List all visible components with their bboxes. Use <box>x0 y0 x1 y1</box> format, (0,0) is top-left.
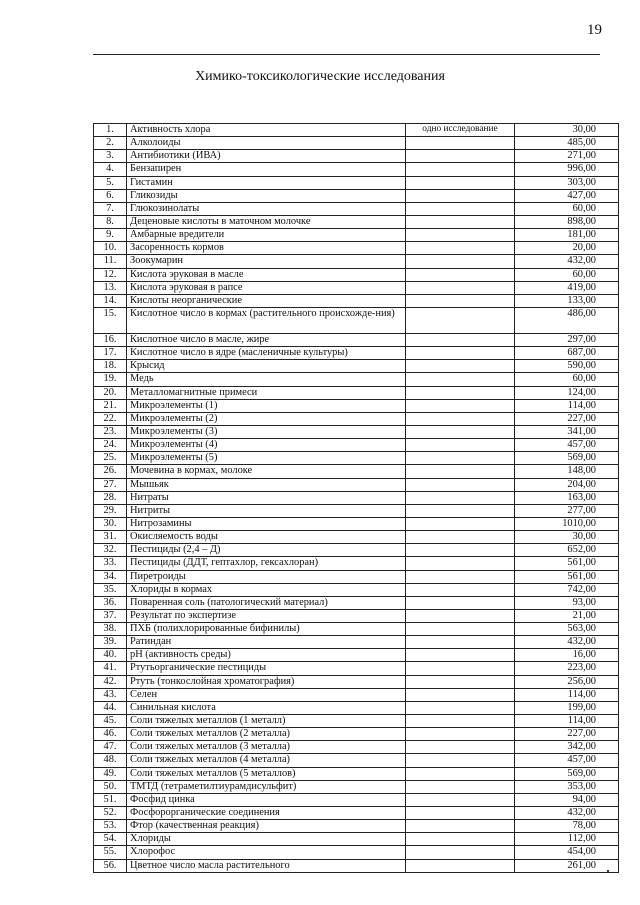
table-row <box>94 412 619 425</box>
price-cell: 20,00 <box>515 242 619 255</box>
test-name: Хлориды <box>127 833 406 846</box>
unit-cell <box>406 189 515 202</box>
row-number: 44. <box>94 701 127 714</box>
table-row <box>94 124 619 137</box>
test-name: Поваренная соль (патологический материал) <box>127 596 406 609</box>
table-row <box>94 439 619 452</box>
table-row <box>94 307 619 333</box>
test-name: Микроэлементы (1) <box>127 399 406 412</box>
table-row <box>94 281 619 294</box>
price-cell: 94,00 <box>515 793 619 806</box>
test-name: Нитрозамины <box>127 517 406 530</box>
table-row <box>94 846 619 859</box>
table-row <box>94 255 619 268</box>
row-number: 30. <box>94 517 127 530</box>
unit-cell <box>406 517 515 530</box>
unit-cell <box>406 531 515 544</box>
unit-cell <box>406 386 515 399</box>
unit-cell <box>406 281 515 294</box>
test-name: Кислота эруковая в масле <box>127 268 406 281</box>
price-cell: 60,00 <box>515 268 619 281</box>
row-number: 16. <box>94 333 127 346</box>
test-name: Гистамин <box>127 176 406 189</box>
row-number: 26. <box>94 465 127 478</box>
unit-cell <box>406 163 515 176</box>
price-cell: 303,00 <box>515 176 619 189</box>
price-cell: 112,00 <box>515 833 619 846</box>
row-number: 56. <box>94 859 127 872</box>
test-name: Цветное число масла растительного <box>127 859 406 872</box>
price-cell: 1010,00 <box>515 517 619 530</box>
test-name: Активность хлора <box>127 124 406 137</box>
price-cell: 898,00 <box>515 215 619 228</box>
table-row <box>94 215 619 228</box>
unit-cell <box>406 780 515 793</box>
row-number: 41. <box>94 662 127 675</box>
table-row <box>94 780 619 793</box>
row-number: 1. <box>94 124 127 137</box>
unit-cell <box>406 360 515 373</box>
test-name: Кислотное число в масле, жире <box>127 333 406 346</box>
price-cell: 457,00 <box>515 754 619 767</box>
table-row <box>94 333 619 346</box>
unit-cell <box>406 229 515 242</box>
table-row <box>94 425 619 438</box>
unit-cell <box>406 754 515 767</box>
test-name: Амбарные вредители <box>127 229 406 242</box>
unit-cell <box>406 570 515 583</box>
price-cell: 30,00 <box>515 531 619 544</box>
table-row <box>94 807 619 820</box>
test-name: Пиретроиды <box>127 570 406 583</box>
price-cell: 277,00 <box>515 504 619 517</box>
price-cell: 199,00 <box>515 701 619 714</box>
test-name: Фтор (качественная реакция) <box>127 820 406 833</box>
unit-cell <box>406 675 515 688</box>
row-number: 11. <box>94 255 127 268</box>
table-row <box>94 570 619 583</box>
unit-cell <box>406 176 515 189</box>
price-cell: 432,00 <box>515 636 619 649</box>
test-name: Синильная кислота <box>127 701 406 714</box>
unit-cell <box>406 202 515 215</box>
table-row <box>94 728 619 741</box>
price-cell: 419,00 <box>515 281 619 294</box>
unit-cell <box>406 465 515 478</box>
table-row <box>94 557 619 570</box>
test-name: Ртутьорганические пестициды <box>127 662 406 675</box>
test-name: Кислота эруковая в рапсе <box>127 281 406 294</box>
price-table-body <box>94 124 619 873</box>
row-number: 19. <box>94 373 127 386</box>
unit-cell <box>406 728 515 741</box>
test-name: Фосфорорганические соединения <box>127 807 406 820</box>
test-name: Деценовые кислоты в маточном молочке <box>127 215 406 228</box>
row-number: 40. <box>94 649 127 662</box>
test-name: Микроэлементы (2) <box>127 412 406 425</box>
row-number: 54. <box>94 833 127 846</box>
row-number: 37. <box>94 609 127 622</box>
table-row <box>94 360 619 373</box>
row-number: 39. <box>94 636 127 649</box>
row-number: 25. <box>94 452 127 465</box>
row-number: 13. <box>94 281 127 294</box>
table-row <box>94 741 619 754</box>
price-cell: 353,00 <box>515 780 619 793</box>
unit-cell <box>406 662 515 675</box>
test-name: Кислотное число в ядре (масленичные культуры) <box>127 347 406 360</box>
test-name: Соли тяжелых металлов (4 металла) <box>127 754 406 767</box>
test-name: Ратиндан <box>127 636 406 649</box>
price-cell: 261,00 <box>515 859 619 872</box>
row-number: 32. <box>94 544 127 557</box>
unit-cell <box>406 636 515 649</box>
unit-cell <box>406 347 515 360</box>
row-number: 21. <box>94 399 127 412</box>
price-cell: 204,00 <box>515 478 619 491</box>
row-number: 33. <box>94 557 127 570</box>
price-cell: 341,00 <box>515 425 619 438</box>
row-number: 10. <box>94 242 127 255</box>
price-cell: 342,00 <box>515 741 619 754</box>
row-number: 8. <box>94 215 127 228</box>
test-name: Соли тяжелых металлов (1 металл) <box>127 715 406 728</box>
table-row <box>94 767 619 780</box>
table-row <box>94 452 619 465</box>
test-name: Мышьяк <box>127 478 406 491</box>
price-cell: 569,00 <box>515 452 619 465</box>
price-cell: 486,00 <box>515 307 619 333</box>
unit-cell <box>406 688 515 701</box>
test-name: Микроэлементы (5) <box>127 452 406 465</box>
price-cell: 454,00 <box>515 846 619 859</box>
unit-cell <box>406 820 515 833</box>
table-row <box>94 517 619 530</box>
test-name: Алколоиды <box>127 137 406 150</box>
price-cell: 223,00 <box>515 662 619 675</box>
row-number: 29. <box>94 504 127 517</box>
table-row <box>94 150 619 163</box>
test-name: Металломагнитные примеси <box>127 386 406 399</box>
price-cell: 563,00 <box>515 623 619 636</box>
row-number: 17. <box>94 347 127 360</box>
test-name: Глюкозинолаты <box>127 202 406 215</box>
price-cell: 30,00 <box>515 124 619 137</box>
price-cell: 163,00 <box>515 491 619 504</box>
row-number: 27. <box>94 478 127 491</box>
test-name: pH (активность среды) <box>127 649 406 662</box>
row-number: 50. <box>94 780 127 793</box>
row-number: 12. <box>94 268 127 281</box>
page-number: 19 <box>587 22 602 38</box>
test-name: Окисляемость воды <box>127 531 406 544</box>
test-name: Нитриты <box>127 504 406 517</box>
test-name: Фосфид цинка <box>127 793 406 806</box>
unit-cell <box>406 255 515 268</box>
test-name: Зоокумарин <box>127 255 406 268</box>
table-row <box>94 701 619 714</box>
table-row <box>94 176 619 189</box>
unit-cell <box>406 439 515 452</box>
unit-cell <box>406 807 515 820</box>
table-row <box>94 202 619 215</box>
row-number: 3. <box>94 150 127 163</box>
price-cell: 742,00 <box>515 583 619 596</box>
table-row <box>94 465 619 478</box>
unit-cell <box>406 373 515 386</box>
test-name: Медь <box>127 373 406 386</box>
table-row <box>94 688 619 701</box>
table-row <box>94 399 619 412</box>
table-row <box>94 544 619 557</box>
test-name: Мочевина в кормах, молоке <box>127 465 406 478</box>
unit-cell <box>406 793 515 806</box>
table-row <box>94 793 619 806</box>
price-cell: 124,00 <box>515 386 619 399</box>
unit-cell <box>406 544 515 557</box>
price-cell: 93,00 <box>515 596 619 609</box>
unit-cell <box>406 452 515 465</box>
test-name: Хлориды в кормах <box>127 583 406 596</box>
row-number: 5. <box>94 176 127 189</box>
table-row <box>94 504 619 517</box>
price-cell: 60,00 <box>515 373 619 386</box>
table-row <box>94 859 619 872</box>
price-cell: 297,00 <box>515 333 619 346</box>
row-number: 28. <box>94 491 127 504</box>
test-name: Антибиотики (ИВА) <box>127 150 406 163</box>
table-row <box>94 623 619 636</box>
price-cell: 60,00 <box>515 202 619 215</box>
row-number: 20. <box>94 386 127 399</box>
row-number: 24. <box>94 439 127 452</box>
unit-cell <box>406 478 515 491</box>
table-row <box>94 294 619 307</box>
price-cell: 227,00 <box>515 728 619 741</box>
table-row <box>94 491 619 504</box>
test-name: Кислотное число в кормах (растительного происхожде-ния) <box>127 307 406 333</box>
unit-cell <box>406 215 515 228</box>
row-number: 52. <box>94 807 127 820</box>
test-name: Бензапирен <box>127 163 406 176</box>
unit-cell <box>406 399 515 412</box>
test-name: Ртуть (тонкослойная хроматография) <box>127 675 406 688</box>
table-row <box>94 347 619 360</box>
unit-cell <box>406 767 515 780</box>
table-row <box>94 163 619 176</box>
unit-cell <box>406 609 515 622</box>
test-name: Хлорофос <box>127 846 406 859</box>
unit-cell <box>406 137 515 150</box>
table-row <box>94 609 619 622</box>
table-row <box>94 715 619 728</box>
table-row <box>94 478 619 491</box>
unit-cell: одно исследование <box>406 124 515 137</box>
table-row <box>94 268 619 281</box>
price-cell: 114,00 <box>515 715 619 728</box>
price-cell: 78,00 <box>515 820 619 833</box>
row-number: 22. <box>94 412 127 425</box>
table-row <box>94 754 619 767</box>
row-number: 15. <box>94 307 127 333</box>
price-cell: 485,00 <box>515 137 619 150</box>
test-name: Соли тяжелых металлов (3 металла) <box>127 741 406 754</box>
row-number: 34. <box>94 570 127 583</box>
row-number: 18. <box>94 360 127 373</box>
row-number: 23. <box>94 425 127 438</box>
table-row <box>94 386 619 399</box>
price-cell: 652,00 <box>515 544 619 557</box>
price-cell: 432,00 <box>515 807 619 820</box>
row-number: 31. <box>94 531 127 544</box>
unit-cell <box>406 596 515 609</box>
test-name: Крысид <box>127 360 406 373</box>
price-cell: 457,00 <box>515 439 619 452</box>
table-row <box>94 649 619 662</box>
header-rule <box>93 54 600 55</box>
row-number: 51. <box>94 793 127 806</box>
test-name: Пестициды (ДДТ, гептахлор, гексахлоран) <box>127 557 406 570</box>
price-cell: 21,00 <box>515 609 619 622</box>
test-name: Селен <box>127 688 406 701</box>
row-number: 53. <box>94 820 127 833</box>
table-row <box>94 662 619 675</box>
table-row <box>94 531 619 544</box>
row-number: 35. <box>94 583 127 596</box>
table-row <box>94 189 619 202</box>
unit-cell <box>406 242 515 255</box>
unit-cell <box>406 715 515 728</box>
unit-cell <box>406 833 515 846</box>
unit-cell <box>406 412 515 425</box>
unit-cell <box>406 623 515 636</box>
test-name: Результат по экспертизе <box>127 609 406 622</box>
price-cell: 561,00 <box>515 570 619 583</box>
table-row <box>94 675 619 688</box>
unit-cell <box>406 649 515 662</box>
test-name: Кислоты неорганические <box>127 294 406 307</box>
unit-cell <box>406 294 515 307</box>
price-cell: 996,00 <box>515 163 619 176</box>
row-number: 7. <box>94 202 127 215</box>
unit-cell <box>406 557 515 570</box>
document-title: Химико-токсикологические исследования <box>195 69 445 84</box>
unit-cell <box>406 333 515 346</box>
row-number: 2. <box>94 137 127 150</box>
test-name: Гликозиды <box>127 189 406 202</box>
row-number: 49. <box>94 767 127 780</box>
unit-cell <box>406 583 515 596</box>
price-cell: 114,00 <box>515 399 619 412</box>
row-number: 46. <box>94 728 127 741</box>
price-cell: 227,00 <box>515 412 619 425</box>
price-cell: 687,00 <box>515 347 619 360</box>
unit-cell <box>406 307 515 333</box>
unit-cell <box>406 859 515 872</box>
test-name: ПХБ (полихлорированные бифинилы) <box>127 623 406 636</box>
table-row <box>94 596 619 609</box>
test-name: Соли тяжелых металлов (2 металла) <box>127 728 406 741</box>
table-row <box>94 583 619 596</box>
unit-cell <box>406 701 515 714</box>
price-cell: 561,00 <box>515 557 619 570</box>
table-row <box>94 242 619 255</box>
price-cell: 181,00 <box>515 229 619 242</box>
row-number: 36. <box>94 596 127 609</box>
test-name: Микроэлементы (3) <box>127 425 406 438</box>
test-name: Нитраты <box>127 491 406 504</box>
unit-cell <box>406 491 515 504</box>
table-row <box>94 636 619 649</box>
price-cell: 427,00 <box>515 189 619 202</box>
unit-cell <box>406 741 515 754</box>
table-row <box>94 229 619 242</box>
price-cell: 256,00 <box>515 675 619 688</box>
row-number: 42. <box>94 675 127 688</box>
price-cell: 271,00 <box>515 150 619 163</box>
price-table <box>93 123 619 873</box>
row-number: 6. <box>94 189 127 202</box>
table-row <box>94 373 619 386</box>
price-cell: 148,00 <box>515 465 619 478</box>
price-cell: 590,00 <box>515 360 619 373</box>
table-row <box>94 137 619 150</box>
unit-cell <box>406 425 515 438</box>
unit-cell <box>406 846 515 859</box>
price-cell: 114,00 <box>515 688 619 701</box>
price-cell: 569,00 <box>515 767 619 780</box>
price-cell: 133,00 <box>515 294 619 307</box>
test-name: Пестициды (2,4 – Д) <box>127 544 406 557</box>
row-number: 48. <box>94 754 127 767</box>
row-number: 4. <box>94 163 127 176</box>
test-name: Микроэлементы (4) <box>127 439 406 452</box>
row-number: 14. <box>94 294 127 307</box>
price-cell: 16,00 <box>515 649 619 662</box>
unit-cell <box>406 268 515 281</box>
unit-cell <box>406 504 515 517</box>
unit-cell <box>406 150 515 163</box>
row-number: 38. <box>94 623 127 636</box>
row-number: 45. <box>94 715 127 728</box>
table-row <box>94 820 619 833</box>
test-name: Засоренность кормов <box>127 242 406 255</box>
price-cell: 432,00 <box>515 255 619 268</box>
row-number: 55. <box>94 846 127 859</box>
scan-mark <box>607 870 609 872</box>
test-name: Соли тяжелых металлов (5 металлов) <box>127 767 406 780</box>
row-number: 9. <box>94 229 127 242</box>
test-name: ТМТД (тетраметилтиурамдисульфит) <box>127 780 406 793</box>
row-number: 43. <box>94 688 127 701</box>
table-row <box>94 833 619 846</box>
row-number: 47. <box>94 741 127 754</box>
